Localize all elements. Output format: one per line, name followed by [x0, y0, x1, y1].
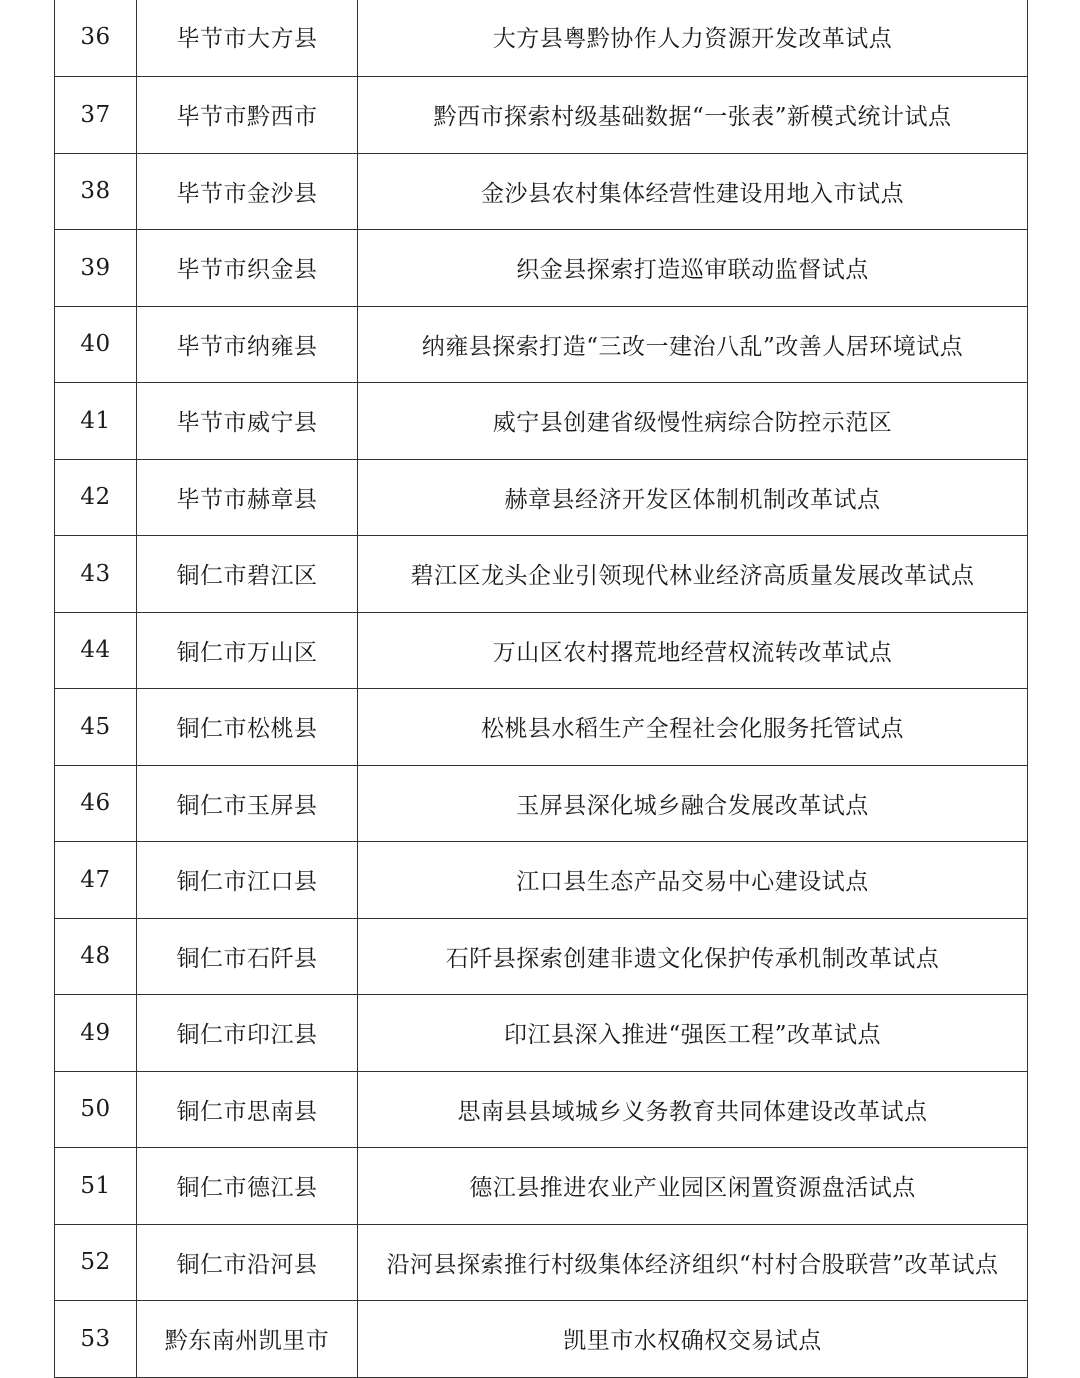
- row-location: 铜仁市印江县: [137, 995, 358, 1072]
- pilot-list-table: [54, 0, 1028, 1378]
- row-number: 43: [55, 536, 137, 613]
- row-project: 石阡县探索创建非遗文化保护传承机制改革试点: [358, 918, 1028, 995]
- row-project: 织金县探索打造巡审联动监督试点: [358, 230, 1028, 307]
- document-page: [54, 0, 1027, 1378]
- table-row: [55, 459, 1028, 536]
- row-location: 铜仁市石阡县: [137, 918, 358, 995]
- row-number: 49: [55, 995, 137, 1072]
- row-location: 铜仁市沿河县: [137, 1224, 358, 1301]
- table-row: [55, 1301, 1028, 1378]
- table-row: [55, 230, 1028, 307]
- table-row: [55, 306, 1028, 383]
- row-project: 赫章县经济开发区体制机制改革试点: [358, 459, 1028, 536]
- row-number: 40: [55, 306, 137, 383]
- row-number: 44: [55, 612, 137, 689]
- row-project: 凯里市水权确权交易试点: [358, 1301, 1028, 1378]
- row-number: 41: [55, 383, 137, 460]
- table-row: [55, 536, 1028, 613]
- row-location: 毕节市赫章县: [137, 459, 358, 536]
- row-number: 38: [55, 153, 137, 230]
- row-location: 毕节市黔西市: [137, 77, 358, 154]
- row-number: 48: [55, 918, 137, 995]
- row-location: 毕节市威宁县: [137, 383, 358, 460]
- row-location: 毕节市纳雍县: [137, 306, 358, 383]
- row-project: 印江县深入推进“强医工程”改革试点: [358, 995, 1028, 1072]
- row-project: 江口县生态产品交易中心建设试点: [358, 842, 1028, 919]
- row-location: 铜仁市碧江区: [137, 536, 358, 613]
- table-row: [55, 0, 1028, 77]
- row-number: 52: [55, 1224, 137, 1301]
- row-number: 37: [55, 77, 137, 154]
- row-project: 金沙县农村集体经营性建设用地入市试点: [358, 153, 1028, 230]
- row-project: 纳雍县探索打造“三改一建治八乱”改善人居环境试点: [358, 306, 1028, 383]
- row-number: 50: [55, 1071, 137, 1148]
- row-project: 黔西市探索村级基础数据“一张表”新模式统计试点: [358, 77, 1028, 154]
- row-project: 沿河县探索推行村级集体经济组织“村村合股联营”改革试点: [358, 1224, 1028, 1301]
- row-number: 45: [55, 689, 137, 766]
- row-number: 51: [55, 1148, 137, 1225]
- table-row: [55, 1224, 1028, 1301]
- row-project: 思南县县域城乡义务教育共同体建设改革试点: [358, 1071, 1028, 1148]
- row-number: 39: [55, 230, 137, 307]
- row-location: 铜仁市江口县: [137, 842, 358, 919]
- row-project: 万山区农村撂荒地经营权流转改革试点: [358, 612, 1028, 689]
- row-location: 黔东南州凯里市: [137, 1301, 358, 1378]
- table-row: [55, 995, 1028, 1072]
- row-project: 威宁县创建省级慢性病综合防控示范区: [358, 383, 1028, 460]
- row-location: 毕节市织金县: [137, 230, 358, 307]
- table-row: [55, 383, 1028, 460]
- row-location: 铜仁市松桃县: [137, 689, 358, 766]
- row-number: 36: [55, 0, 137, 77]
- row-location: 铜仁市万山区: [137, 612, 358, 689]
- row-location: 毕节市大方县: [137, 0, 358, 77]
- table-row: [55, 1148, 1028, 1225]
- row-location: 铜仁市德江县: [137, 1148, 358, 1225]
- row-number: 46: [55, 765, 137, 842]
- row-project: 松桃县水稻生产全程社会化服务托管试点: [358, 689, 1028, 766]
- table-row: [55, 842, 1028, 919]
- table-body: [55, 0, 1028, 1377]
- row-number: 47: [55, 842, 137, 919]
- row-number: 53: [55, 1301, 137, 1378]
- row-number: 42: [55, 459, 137, 536]
- table-row: [55, 689, 1028, 766]
- row-location: 毕节市金沙县: [137, 153, 358, 230]
- table-row: [55, 77, 1028, 154]
- table-row: [55, 918, 1028, 995]
- table-row: [55, 612, 1028, 689]
- row-location: 铜仁市思南县: [137, 1071, 358, 1148]
- row-project: 碧江区龙头企业引领现代林业经济高质量发展改革试点: [358, 536, 1028, 613]
- table-row: [55, 153, 1028, 230]
- row-location: 铜仁市玉屏县: [137, 765, 358, 842]
- table-row: [55, 765, 1028, 842]
- row-project: 玉屏县深化城乡融合发展改革试点: [358, 765, 1028, 842]
- row-project: 德江县推进农业产业园区闲置资源盘活试点: [358, 1148, 1028, 1225]
- row-project: 大方县粤黔协作人力资源开发改革试点: [358, 0, 1028, 77]
- table-row: [55, 1071, 1028, 1148]
